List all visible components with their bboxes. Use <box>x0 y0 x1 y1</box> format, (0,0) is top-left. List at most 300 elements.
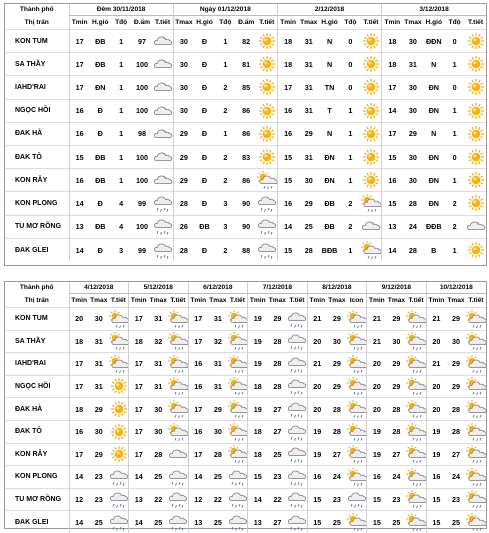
sun-icon <box>466 32 486 50</box>
value-cell: 1 <box>223 59 228 69</box>
table-row <box>5 353 486 376</box>
value-cell: 19 <box>248 353 268 376</box>
value-cell: 99 <box>137 198 146 208</box>
column-header: T.tiết <box>468 297 484 304</box>
rain-cloud-icon <box>287 377 307 395</box>
weather-cell <box>406 375 426 398</box>
weather-cell <box>406 443 426 466</box>
sun-icon <box>466 194 486 212</box>
table-row <box>5 122 486 145</box>
weather-cell <box>257 30 278 53</box>
date-header: 10/12/2018 <box>426 282 486 294</box>
table-row <box>5 169 486 192</box>
sun-behind-rain-cloud-icon <box>228 445 248 463</box>
column-header: T.tiết <box>155 19 171 26</box>
column-header: H.gió <box>425 19 442 26</box>
column-header: Tđộ <box>115 19 128 26</box>
column-header: Tđộ <box>344 19 357 26</box>
value-cell: 15 <box>426 511 446 533</box>
rain-cloud-icon <box>287 355 307 373</box>
sun-behind-rain-cloud-icon <box>168 310 188 328</box>
value-cell: 23 <box>94 495 103 505</box>
rain-cloud-icon <box>287 310 307 328</box>
value-cell: 0 <box>348 36 353 46</box>
weather-cell <box>287 398 307 421</box>
weather-cell <box>168 308 188 331</box>
weather-cell <box>257 53 278 76</box>
value-cell: 31 <box>94 359 103 369</box>
value-cell: 0 <box>452 36 457 46</box>
value-cell: 28 <box>408 198 417 208</box>
value-cell: 31 <box>213 359 222 369</box>
value-cell: 23 <box>273 472 282 482</box>
value-cell: 29 <box>408 129 417 139</box>
value-cell: 15 <box>307 488 327 511</box>
cloud-icon <box>153 102 173 120</box>
value-cell: 30 <box>213 427 222 437</box>
value-cell: 29 <box>213 404 222 414</box>
value-cell: 16 <box>69 122 90 145</box>
value-cell: 28 <box>451 427 460 437</box>
value-cell: 29 <box>332 382 341 392</box>
weather-cell <box>406 398 426 421</box>
value-cell: 4 <box>119 222 124 232</box>
city-name: ĐAK TÔ <box>15 153 42 161</box>
value-cell: 16 <box>69 420 89 443</box>
weather-cell <box>466 330 486 353</box>
cloud-icon <box>153 125 173 143</box>
value-cell: 16 <box>382 169 403 192</box>
value-cell: 19 <box>367 420 387 443</box>
value-cell: 85 <box>242 82 251 92</box>
city-header-line2: Thị trấn <box>24 18 49 26</box>
value-cell: T <box>327 106 332 116</box>
value-cell: 15 <box>69 145 90 168</box>
value-cell: 29 <box>304 129 313 139</box>
sun-behind-rain-cloud-icon <box>168 355 188 373</box>
value-cell: 29 <box>392 359 401 369</box>
weather-cell <box>228 330 248 353</box>
value-cell: 100 <box>135 106 148 116</box>
sun-behind-rain-cloud-icon <box>347 400 367 418</box>
city-name: NGỌC HỒI <box>15 383 51 391</box>
weather-cell <box>109 420 129 443</box>
value-cell: Đ <box>201 152 208 162</box>
column-header: H.gió <box>321 19 338 26</box>
value-cell: 4 <box>119 198 124 208</box>
rain-cloud-icon <box>228 490 248 508</box>
value-cell: 19 <box>307 420 327 443</box>
value-cell: 28 <box>392 427 401 437</box>
table-row <box>5 375 486 398</box>
value-cell: 25 <box>154 472 163 482</box>
date-header: 7/12/2018 <box>248 282 308 294</box>
value-cell: 1 <box>348 106 353 116</box>
value-cell: 21 <box>307 308 327 331</box>
table-row <box>5 398 486 421</box>
weather-cell <box>168 398 188 421</box>
rain-cloud-icon <box>153 241 173 259</box>
value-cell: 15 <box>277 238 298 261</box>
value-cell: 32 <box>213 336 222 346</box>
rain-cloud-icon <box>347 490 367 508</box>
city-name: ĐAK TÔ <box>15 428 42 436</box>
sun-behind-rain-cloud-icon <box>406 423 426 441</box>
value-cell: TN <box>324 82 335 92</box>
value-cell: 19 <box>426 420 446 443</box>
value-cell: 31 <box>154 382 163 392</box>
value-cell: 30 <box>154 427 163 437</box>
value-cell: 31 <box>94 382 103 392</box>
weather-cell <box>257 169 278 192</box>
weather-cell <box>465 76 486 99</box>
value-cell: 13 <box>188 511 208 533</box>
rain-cloud-icon <box>109 513 129 531</box>
value-cell: 24 <box>392 472 401 482</box>
weather-cell <box>228 511 248 533</box>
column-header: Tmin <box>426 294 446 308</box>
value-cell: 86 <box>242 129 251 139</box>
value-cell: 24 <box>332 472 341 482</box>
value-cell: N <box>326 59 333 69</box>
weather-cell <box>347 330 367 353</box>
value-cell: 17 <box>188 330 208 353</box>
value-cell: 98 <box>137 129 146 139</box>
column-header: Tmax <box>387 297 406 304</box>
weather-cell <box>168 353 188 376</box>
value-cell: N <box>431 59 437 69</box>
weather-cell <box>287 466 307 489</box>
value-cell: 15 <box>367 488 387 511</box>
table-row <box>5 76 486 99</box>
weather-cell <box>257 99 278 122</box>
value-cell: 23 <box>332 495 341 505</box>
sun-icon <box>361 171 381 189</box>
sun-behind-rain-cloud-icon <box>347 310 367 328</box>
sun-icon <box>361 125 381 143</box>
column-header: T.tiết <box>229 297 245 304</box>
city-name: TU MƠ RỒNG <box>15 496 62 504</box>
sun-icon <box>109 400 129 418</box>
weather-cell <box>152 99 173 122</box>
weather-cell <box>152 238 173 261</box>
value-cell: 29 <box>332 314 341 324</box>
sun-icon <box>361 32 381 50</box>
value-cell: 3 <box>119 245 124 255</box>
sun-behind-rain-cloud-icon <box>228 355 248 373</box>
column-header: Tmax <box>404 19 422 26</box>
value-cell: 29 <box>451 359 460 369</box>
weather-cell <box>466 420 486 443</box>
value-cell: 99 <box>137 245 146 255</box>
city-name: KON TUM <box>15 315 48 323</box>
value-cell: 29 <box>173 122 194 145</box>
value-cell: 16 <box>188 420 208 443</box>
sun-behind-rain-cloud-icon <box>406 310 426 328</box>
value-cell: 30 <box>408 175 417 185</box>
column-header: H.gió <box>92 19 109 26</box>
value-cell: 17 <box>69 53 90 76</box>
column-header: T.tiết <box>170 297 186 304</box>
value-cell: 31 <box>154 359 163 369</box>
value-cell: 86 <box>242 175 251 185</box>
value-cell: 28 <box>213 449 222 459</box>
value-cell: 26 <box>173 215 194 238</box>
city-name: TU MƠ RỒNG <box>15 223 62 231</box>
value-cell: 1 <box>223 129 228 139</box>
sun-behind-rain-cloud-icon <box>109 310 129 328</box>
value-cell: 28 <box>451 404 460 414</box>
value-cell: 1 <box>348 175 353 185</box>
value-cell: 13 <box>382 215 403 238</box>
value-cell: 83 <box>242 152 251 162</box>
sun-behind-rain-cloud-icon <box>168 377 188 395</box>
city-name: KON RẪY <box>15 176 48 184</box>
weather-cell <box>465 215 486 238</box>
column-header: Tmax <box>268 297 286 304</box>
value-cell: 27 <box>273 517 282 527</box>
sun-icon <box>466 241 486 259</box>
value-cell: 17 <box>129 443 149 466</box>
sun-behind-rain-cloud-icon <box>466 310 486 328</box>
weather-cell <box>465 53 486 76</box>
sun-icon <box>257 78 277 96</box>
sun-icon <box>466 55 486 73</box>
date-header: 3/12/2018 <box>382 4 486 16</box>
value-cell: 100 <box>135 59 148 69</box>
weather-cell <box>347 420 367 443</box>
value-cell: 29 <box>173 169 194 192</box>
weather-cell <box>347 443 367 466</box>
value-cell: 18 <box>382 30 403 53</box>
sun-behind-rain-cloud-icon <box>347 377 367 395</box>
value-cell: ĐĐN <box>425 36 442 46</box>
value-cell: 29 <box>304 198 313 208</box>
value-cell: 30 <box>154 404 163 414</box>
city-name: ĐAK HÀ <box>15 405 43 413</box>
cloud-icon <box>153 32 173 50</box>
sun-icon <box>361 78 381 96</box>
weather-cell <box>109 488 129 511</box>
column-header: Tmin <box>277 16 298 30</box>
value-cell: 18 <box>129 330 149 353</box>
value-cell: 22 <box>213 495 222 505</box>
value-cell: 14 <box>382 238 403 261</box>
value-cell: 17 <box>69 30 90 53</box>
weather-cell <box>152 76 173 99</box>
value-cell: 14 <box>69 192 90 215</box>
column-header: Tmin <box>248 294 268 308</box>
value-cell: 21 <box>367 330 387 353</box>
weather-cell <box>361 145 382 168</box>
value-cell: 28 <box>392 404 401 414</box>
value-cell: 19 <box>367 443 387 466</box>
value-cell: 28 <box>154 449 163 459</box>
value-cell: 100 <box>135 152 148 162</box>
cloud-icon <box>361 217 381 235</box>
weather-cell <box>465 238 486 261</box>
value-cell: 25 <box>94 517 103 527</box>
city-name: KON TUM <box>15 37 48 45</box>
value-cell: ĐB <box>95 152 106 162</box>
value-cell: 30 <box>408 36 417 46</box>
value-cell: Đ <box>97 129 103 139</box>
value-cell: 27 <box>451 449 460 459</box>
value-cell: 30 <box>173 53 194 76</box>
value-cell: ĐN <box>324 175 335 185</box>
value-cell: ĐN <box>428 175 439 185</box>
sun-behind-rain-cloud-icon <box>109 332 129 350</box>
value-cell: 28 <box>332 404 341 414</box>
value-cell: 17 <box>188 308 208 331</box>
value-cell: 28 <box>304 245 313 255</box>
column-header: Tmax <box>90 297 108 304</box>
weather-cell <box>109 330 129 353</box>
value-cell: 19 <box>248 308 268 331</box>
table-row <box>5 192 486 215</box>
value-cell: 17 <box>129 398 149 421</box>
sun-icon <box>257 32 277 50</box>
value-cell: 19 <box>307 443 327 466</box>
date-header: 6/12/2018 <box>188 282 248 294</box>
cloud-icon <box>153 171 173 189</box>
value-cell: 28 <box>273 336 282 346</box>
value-cell: 31 <box>408 59 417 69</box>
value-cell: 25 <box>213 517 222 527</box>
weather-cell <box>228 466 248 489</box>
sun-behind-rain-cloud-icon <box>466 468 486 486</box>
rain-cloud-icon <box>228 468 248 486</box>
value-cell: 30 <box>94 314 103 324</box>
value-cell: 17 <box>129 308 149 331</box>
value-cell: 30 <box>408 106 417 116</box>
value-cell: 28 <box>273 382 282 392</box>
value-cell: 2 <box>452 198 457 208</box>
value-cell: 25 <box>154 517 163 527</box>
weather-cell <box>168 375 188 398</box>
weather-cell <box>109 443 129 466</box>
value-cell: 24 <box>408 222 417 232</box>
sun-behind-rain-cloud-icon <box>168 423 188 441</box>
weather-cell <box>257 122 278 145</box>
city-name: SA THẦY <box>15 60 46 68</box>
cloud-icon <box>466 217 486 235</box>
table-row <box>5 238 486 261</box>
weather-cell <box>466 511 486 533</box>
date-header: 2/12/2018 <box>277 4 381 16</box>
rain-cloud-icon <box>168 513 188 531</box>
sun-icon <box>257 55 277 73</box>
value-cell: 18 <box>277 30 298 53</box>
sun-behind-rain-cloud-icon <box>347 355 367 373</box>
value-cell: 17 <box>382 76 403 99</box>
value-cell: 21 <box>426 353 446 376</box>
value-cell: 14 <box>188 466 208 489</box>
weather-cell <box>257 145 278 168</box>
rain-cloud-icon <box>153 217 173 235</box>
weather-cell <box>168 511 188 533</box>
weather-cell <box>361 238 382 261</box>
value-cell: 1 <box>119 59 124 69</box>
value-cell: N <box>326 129 333 139</box>
sun-icon <box>466 78 486 96</box>
sun-behind-rain-cloud-icon <box>406 445 426 463</box>
forecast-table-2 <box>4 281 487 529</box>
value-cell: 1 <box>452 245 457 255</box>
date-header: 8/12/2018 <box>307 282 367 294</box>
weather-cell <box>347 466 367 489</box>
value-cell: 2 <box>452 222 457 232</box>
weather-cell <box>287 488 307 511</box>
value-cell: 17 <box>382 122 403 145</box>
value-cell: ĐN <box>428 82 439 92</box>
sun-icon <box>361 148 381 166</box>
rain-cloud-icon <box>287 423 307 441</box>
sun-behind-rain-cloud-icon <box>466 423 486 441</box>
weather-cell <box>347 398 367 421</box>
weather-cell <box>152 192 173 215</box>
weather-cell <box>168 443 188 466</box>
sun-behind-rain-cloud-icon <box>361 194 381 212</box>
weather-cell <box>465 192 486 215</box>
value-cell: 22 <box>154 495 163 505</box>
weather-cell <box>465 99 486 122</box>
value-cell: 90 <box>242 222 251 232</box>
value-cell: 20 <box>69 308 89 331</box>
value-cell: 14 <box>248 488 268 511</box>
value-cell: 3 <box>223 222 228 232</box>
sun-behind-rain-cloud-icon <box>347 468 367 486</box>
rain-cloud-icon <box>287 513 307 531</box>
value-cell: 29 <box>94 404 103 414</box>
sun-icon <box>466 171 486 189</box>
weather-cell <box>228 375 248 398</box>
value-cell: 14 <box>69 466 89 489</box>
weather-cell <box>347 488 367 511</box>
sun-behind-rain-cloud-icon <box>228 310 248 328</box>
value-cell: 15 <box>277 169 298 192</box>
value-cell: 81 <box>242 59 251 69</box>
weather-cell <box>465 145 486 168</box>
weather-cell <box>466 353 486 376</box>
city-name: KON RẪY <box>15 450 48 458</box>
sun-icon <box>466 125 486 143</box>
value-cell: ĐB <box>199 222 210 232</box>
value-cell: 14 <box>382 99 403 122</box>
sun-behind-rain-cloud-icon <box>466 332 486 350</box>
value-cell: 14 <box>129 511 149 533</box>
value-cell: 1 <box>119 36 124 46</box>
value-cell: 19 <box>248 330 268 353</box>
weather-cell <box>168 488 188 511</box>
weather-cell <box>361 169 382 192</box>
weather-cell <box>287 375 307 398</box>
value-cell: 15 <box>426 488 446 511</box>
value-cell: 25 <box>451 517 460 527</box>
rain-cloud-icon <box>257 194 277 212</box>
weather-cell <box>228 420 248 443</box>
value-cell: 30 <box>304 175 313 185</box>
column-header: Tmax <box>149 297 167 304</box>
weather-cell <box>228 353 248 376</box>
weather-cell <box>168 330 188 353</box>
value-cell: 31 <box>304 82 313 92</box>
column-header: Đ.ẩm <box>133 19 151 26</box>
value-cell: 18 <box>69 398 89 421</box>
value-cell: 31 <box>304 36 313 46</box>
value-cell: N <box>326 36 333 46</box>
weather-cell <box>152 145 173 168</box>
